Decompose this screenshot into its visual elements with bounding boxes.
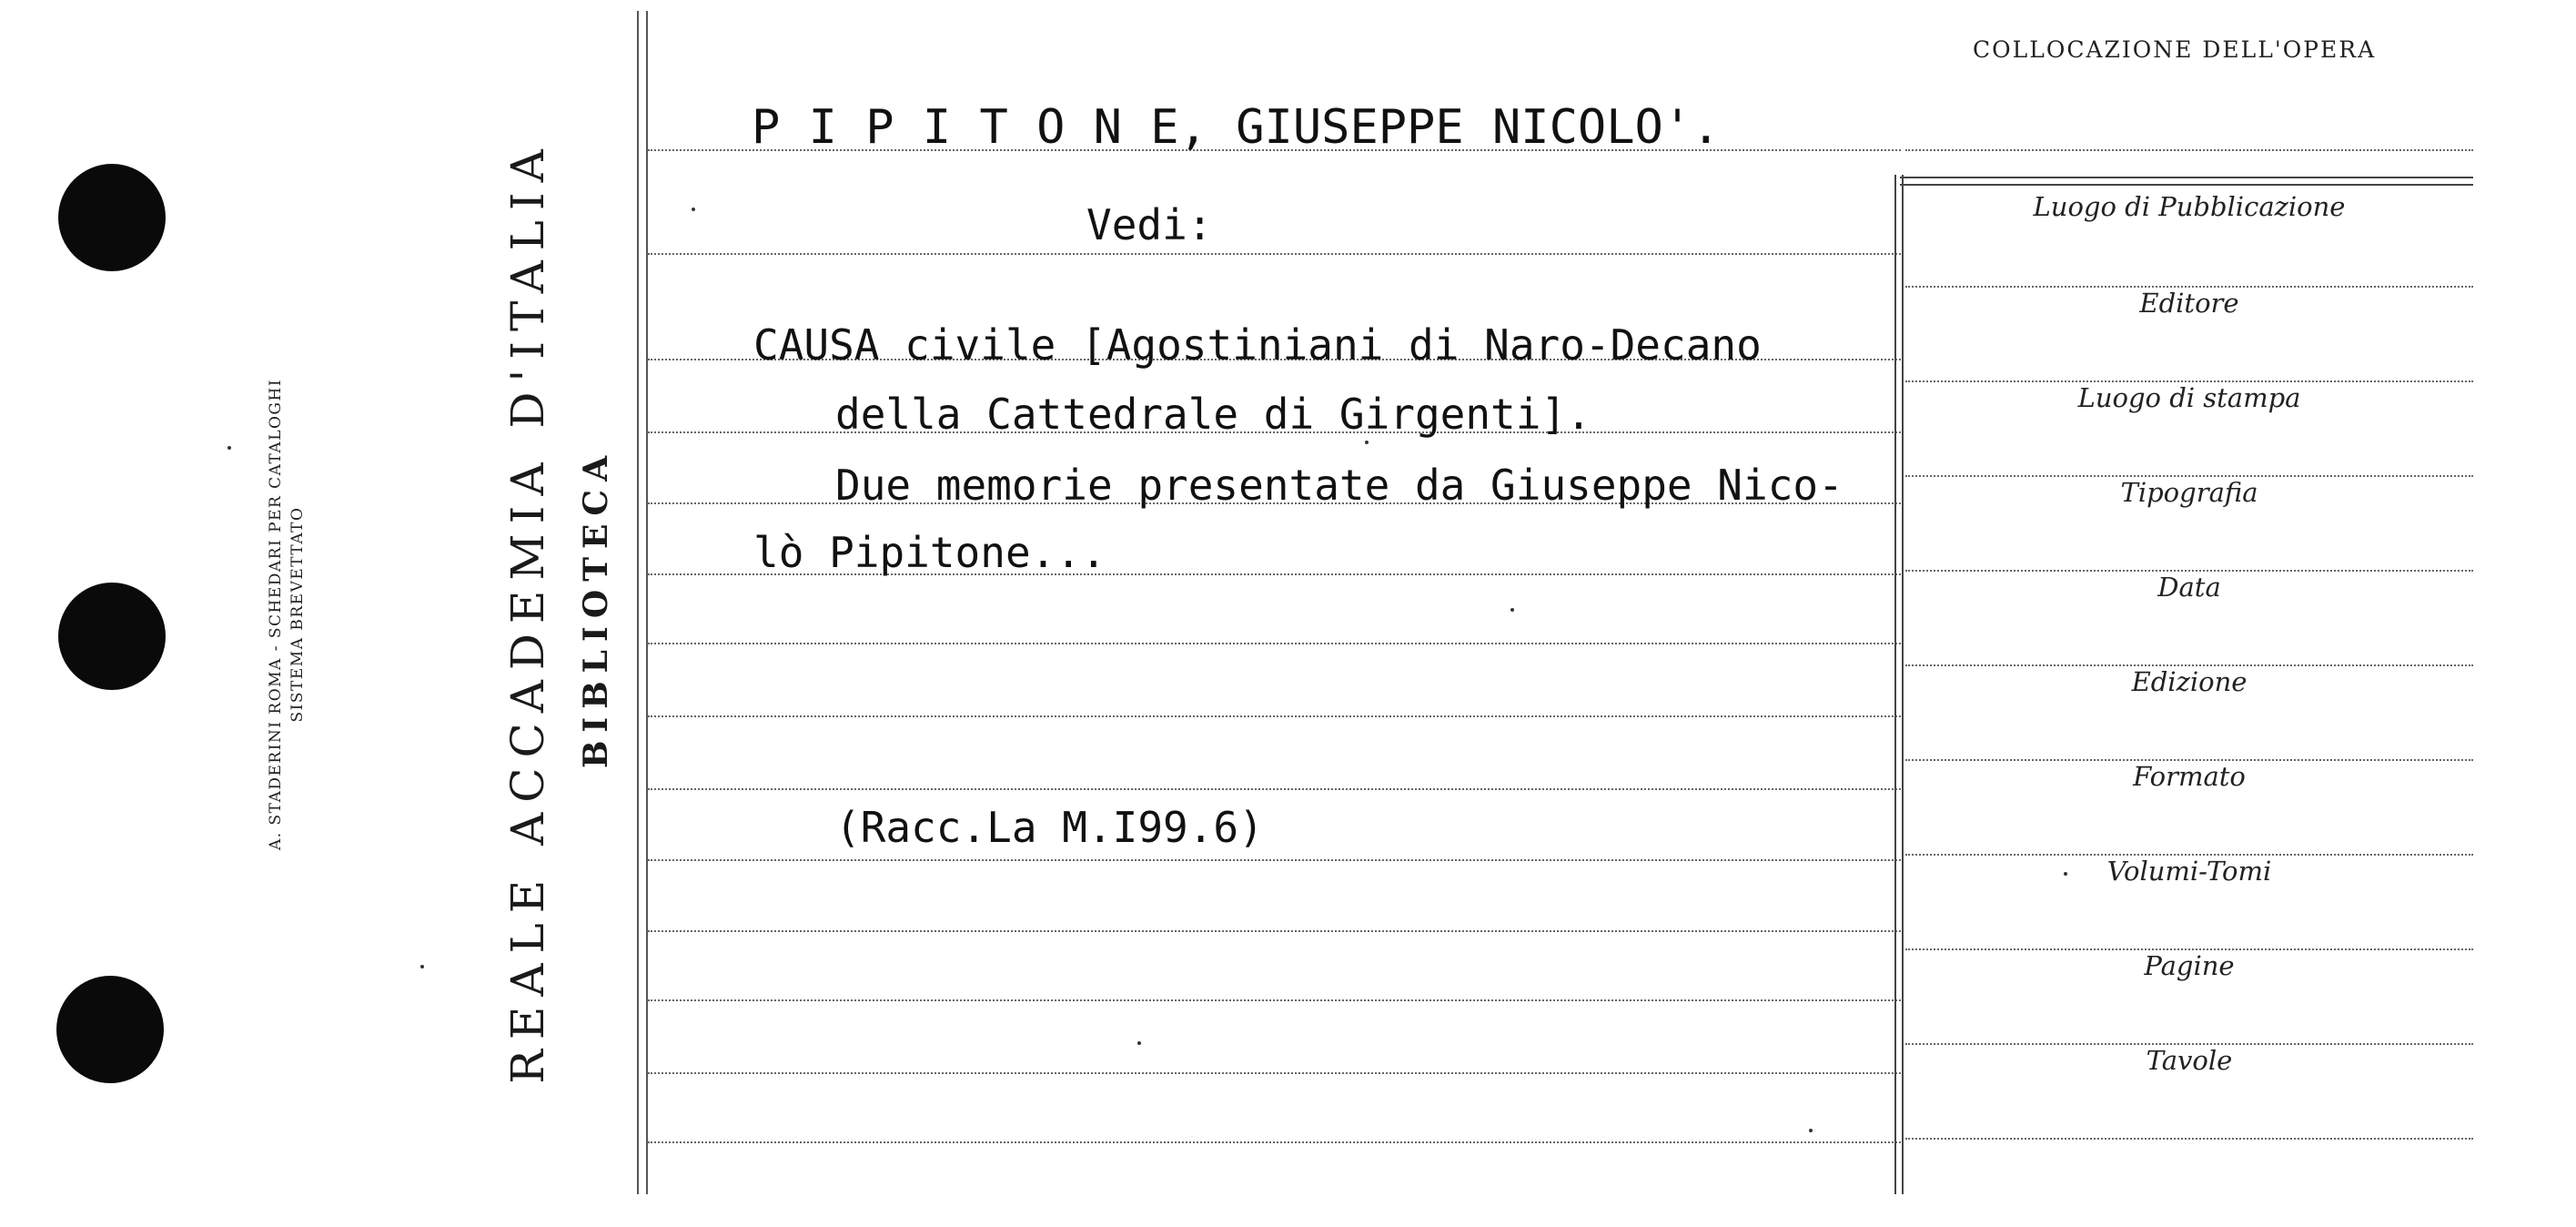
field-label-volumes: Volumi-Tomi bbox=[2106, 856, 2272, 887]
field-label-publisher: Editore bbox=[2139, 288, 2239, 319]
printer-line-1: A. STADERINI ROMA - SCHEDARI PER CATALOGHI bbox=[267, 378, 285, 851]
see-reference: Vedi: bbox=[1086, 200, 1213, 249]
collocation-heading: COLLOCAZIONE DELL'OPERA bbox=[1973, 36, 2377, 63]
ruled-line bbox=[648, 253, 1901, 255]
scan-speck bbox=[1510, 608, 1514, 612]
binder-hole bbox=[58, 164, 166, 271]
field-label-publication-place: Luogo di Pubblicazione bbox=[2033, 191, 2346, 222]
ruled-line bbox=[1905, 149, 2473, 151]
fields-panel-border bbox=[1900, 177, 2473, 186]
field-line bbox=[1905, 1138, 2473, 1140]
fields-panel-border bbox=[1894, 175, 1904, 1194]
author-heading: P I P I T O N E, GIUSEPPE NICOLO'. bbox=[752, 100, 1721, 155]
scan-speck bbox=[227, 446, 231, 450]
ruled-line bbox=[648, 930, 1901, 932]
scan-speck bbox=[420, 965, 424, 968]
ruled-line bbox=[648, 1141, 1901, 1143]
title-line-4: lò Pipitone... bbox=[753, 528, 1106, 577]
field-label-date: Data bbox=[2157, 572, 2221, 603]
field-label-edition: Edizione bbox=[2131, 666, 2248, 697]
field-label-format: Formato bbox=[2133, 761, 2246, 792]
scan-speck bbox=[1137, 1041, 1141, 1045]
academy-title: REALE ACCADEMIA D'ITALIA bbox=[501, 139, 554, 1084]
ruled-line bbox=[648, 788, 1901, 790]
shelfmark: (Racc.La M.I99.6) bbox=[835, 803, 1264, 852]
field-label-printer: Tipografia bbox=[2120, 477, 2258, 508]
ruled-line bbox=[648, 643, 1901, 644]
ruled-line bbox=[648, 999, 1901, 1001]
field-label-plates: Tavole bbox=[2146, 1045, 2233, 1076]
printer-line-2: SISTEMA BREVETTATO bbox=[288, 506, 307, 723]
scan-speck bbox=[1809, 1129, 1813, 1132]
ruled-line bbox=[648, 1072, 1901, 1074]
title-line-1: CAUSA civile [Agostiniani di Naro-Decano bbox=[753, 320, 1762, 370]
library-title: BIBLIOTECA bbox=[577, 447, 615, 769]
scan-speck bbox=[2064, 872, 2067, 876]
field-label-printing-place: Luogo di stampa bbox=[2077, 382, 2301, 413]
printer-imprint bbox=[265, 379, 308, 850]
ruled-line bbox=[648, 715, 1901, 717]
scan-speck bbox=[1365, 441, 1369, 444]
binder-hole bbox=[56, 976, 164, 1083]
ruled-line bbox=[648, 859, 1901, 861]
scan-speck bbox=[692, 208, 695, 211]
field-label-pages: Pagine bbox=[2144, 950, 2235, 981]
binder-hole bbox=[58, 583, 166, 690]
title-line-2: della Cattedrale di Girgenti]. bbox=[835, 390, 1591, 439]
margin-divider bbox=[637, 11, 648, 1194]
title-line-3: Due memorie presentate da Giuseppe Nico- bbox=[835, 461, 1844, 510]
